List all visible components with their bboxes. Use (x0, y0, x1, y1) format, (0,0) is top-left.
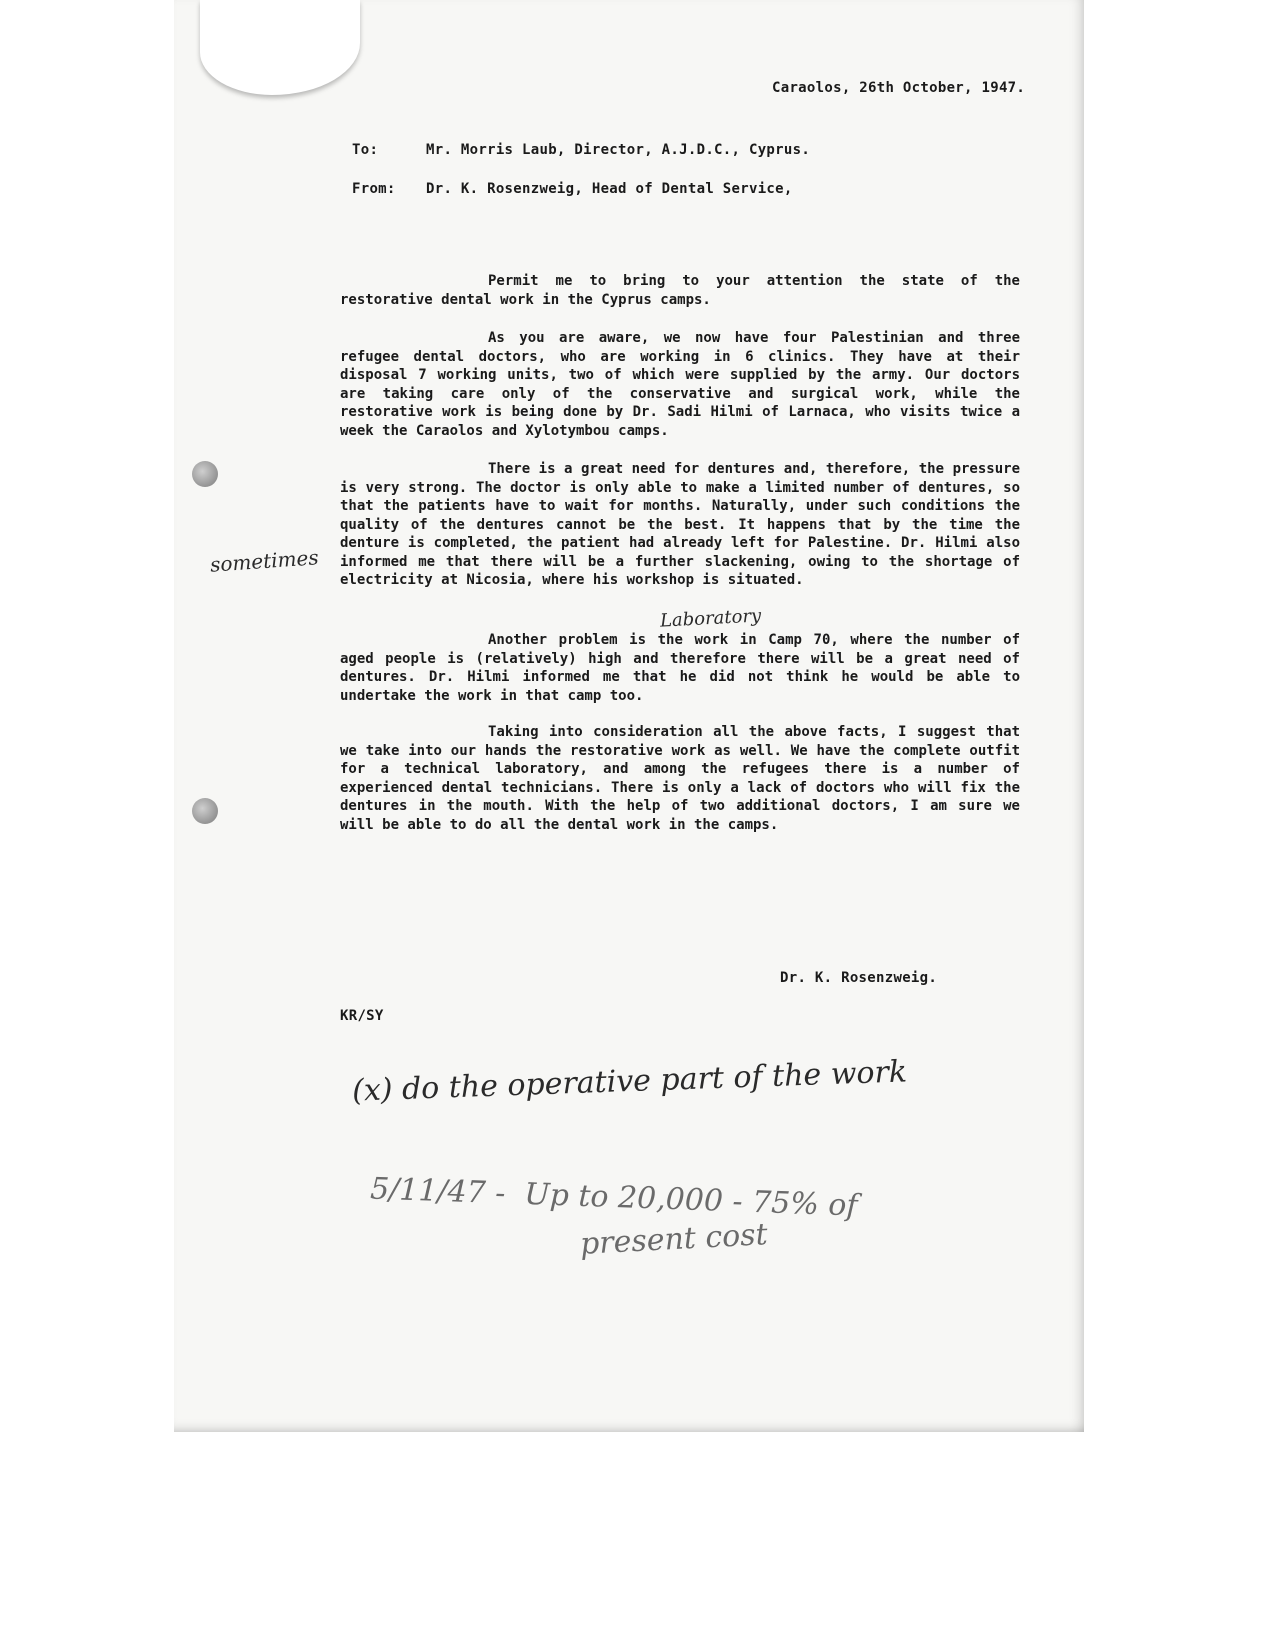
paragraph-2: As you are aware, we now have four Palestinian and three refugee dental doctors, who are working in 6 clinics. They have at their disposal 7 working units, two of which were supplied by the army. Our doctors are taking care only of the conservative and surgical work, while the restorative work is being done by Dr. Sadi Hilmi of Larnaca, who visits twice a week the Caraolos and Xylotymbou camps. (340, 330, 1020, 439)
from-value: Dr. K. Rosenzweig, Head of Dental Service, (426, 181, 793, 197)
handwritten-margin-note: sometimes (209, 545, 320, 577)
handwritten-footnote: (x) do the operative part of the work (351, 1054, 908, 1109)
punch-hole-top (192, 461, 218, 487)
letter-page (174, 0, 1084, 1432)
to-label: To: (352, 142, 379, 158)
signature: Dr. K. Rosenzweig. (780, 970, 938, 986)
handwritten-insert-note: Laboratory (659, 605, 762, 632)
to-value: Mr. Morris Laub, Director, A.J.D.C., Cyprus. (426, 142, 811, 158)
punch-hole-bottom (192, 798, 218, 824)
date-line: Caraolos, 26th October, 1947. (772, 80, 1026, 96)
handwritten-dated-note-continued: present cost (579, 1217, 769, 1262)
from-label: From: (352, 181, 396, 197)
paragraph-3: There is a great need for dentures and, therefore, the pressure is very strong. The doctor is only able to make a limited number of dentures, so that the patients have to wait for months. Naturally, under such conditions the quality of the dentures cannot be the best. It happens that by the time the denture is completed, the patient had already left for Palestine. Dr. Hilmi also informed me that there will be a further slackening, owing to the shortage of electricity at Nicosia, where his workshop is situated. (340, 461, 1020, 588)
reference-initials: KR/SY (340, 1008, 384, 1024)
paragraph-4: Another problem is the work in Camp 70, where the number of aged people is (relatively) high and therefore there will be a great need of dentures. Dr. Hilmi informed me that he did not think he would be able to undertake the work in that camp too. (340, 632, 1020, 704)
handwritten-dated-note: 5/11/47 - Up to 20,000 - 75% of (369, 1171, 859, 1224)
paragraph-5: Taking into consideration all the above facts, I suggest that we take into our hands the restorative work as well. We have the complete outfit for a technical laboratory, and among the refugees there is a number of experienced dental technicians. There is only a lack of doctors who will fix the dentures in the mouth. With the help of two additional doctors, I am sure we will be able to do all the dental work in the camps. (340, 724, 1020, 833)
paragraph-1: Permit me to bring to your attention the state of the restorative dental work in the Cyprus camps. (340, 273, 1020, 308)
